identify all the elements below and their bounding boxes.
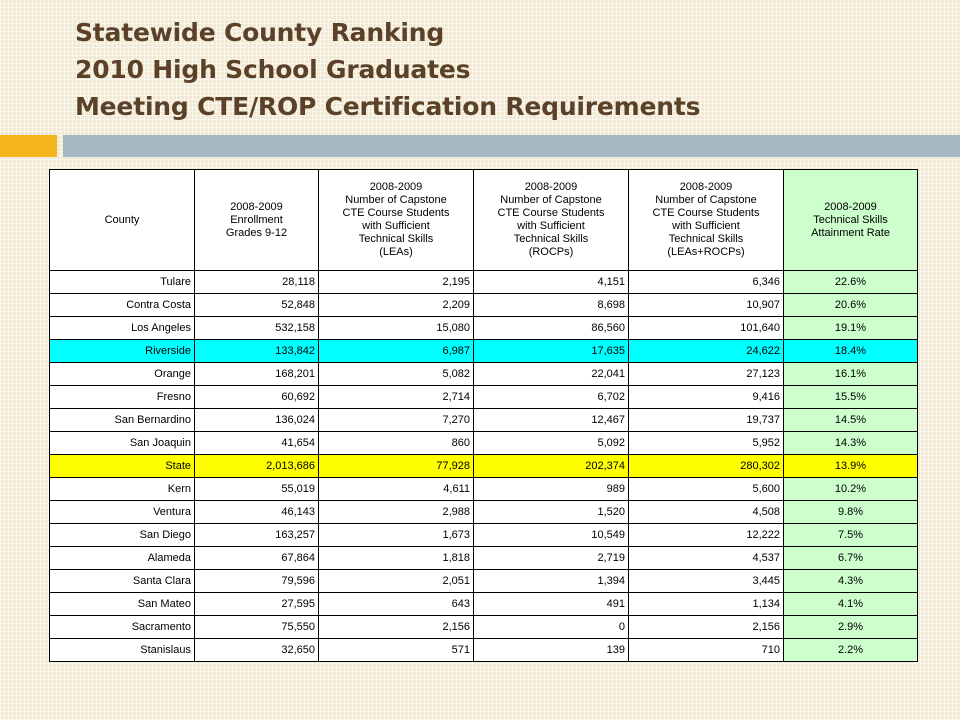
enrollment-cell: 28,118 — [195, 271, 319, 294]
header-line: 2008-2009 — [230, 200, 283, 213]
enrollment-cell: 55,019 — [195, 478, 319, 501]
header-line: (ROCPs) — [528, 246, 574, 258]
header-line: Technical Skills — [513, 233, 589, 245]
table-row — [50, 363, 918, 386]
rate-cell: 6.7% — [784, 547, 918, 570]
enrollment-cell: 46,143 — [195, 501, 319, 524]
enrollment-cell: 133,842 — [195, 340, 319, 363]
rocps-cell: 6,702 — [474, 386, 629, 409]
header-line: with Sufficient — [362, 220, 430, 232]
header-line: CTE Course Students — [652, 207, 760, 219]
leas-cell: 5,082 — [319, 363, 474, 386]
title-line-1: Statewide County Ranking — [75, 18, 445, 47]
rocps-cell: 86,560 — [474, 317, 629, 340]
header-line: with Sufficient — [517, 220, 585, 232]
county-cell: State — [50, 455, 195, 478]
table-row — [50, 547, 918, 570]
table-row — [50, 409, 918, 432]
table-row — [50, 593, 918, 616]
header-line: Number of Capstone — [655, 194, 757, 206]
rocps-cell: 1,394 — [474, 570, 629, 593]
leas-cell: 643 — [319, 593, 474, 616]
rate-header — [784, 170, 918, 271]
header-line: Grades 9-12 — [225, 226, 288, 239]
county-cell: Ventura — [50, 501, 195, 524]
rocps-cell: 12,467 — [474, 409, 629, 432]
ranking-table-container — [49, 169, 918, 662]
rate-cell: 20.6% — [784, 294, 918, 317]
rocps-cell: 10,549 — [474, 524, 629, 547]
rocps-cell: 139 — [474, 639, 629, 662]
total-cell: 280,302 — [629, 455, 784, 478]
total-cell: 2,156 — [629, 616, 784, 639]
leas-cell: 2,195 — [319, 271, 474, 294]
header-line: Technical Skills — [668, 233, 744, 245]
enrollment-cell: 67,864 — [195, 547, 319, 570]
leas-cell: 4,611 — [319, 478, 474, 501]
leas-cell: 860 — [319, 432, 474, 455]
leas-header — [319, 170, 474, 271]
enrollment-cell: 75,550 — [195, 616, 319, 639]
rate-cell: 16.1% — [784, 363, 918, 386]
header-line: 2008-2009 — [524, 181, 578, 193]
county-cell: Tulare — [50, 271, 195, 294]
table-header-row — [50, 170, 918, 271]
total-cell: 6,346 — [629, 271, 784, 294]
header-line: 2008-2009 — [679, 181, 733, 193]
rate-cell: 15.5% — [784, 386, 918, 409]
table-row — [50, 478, 918, 501]
table-row — [50, 271, 918, 294]
enrollment-cell: 27,595 — [195, 593, 319, 616]
header-line: Number of Capstone — [345, 194, 447, 206]
title-line-3: Meeting CTE/ROP Certification Requirements — [75, 92, 701, 121]
enrollment-cell: 168,201 — [195, 363, 319, 386]
header-line: 2008-2009 — [369, 181, 423, 193]
county-ranking-table — [49, 169, 918, 662]
leas-cell: 6,987 — [319, 340, 474, 363]
county-cell: Santa Clara — [50, 570, 195, 593]
total-cell: 5,600 — [629, 478, 784, 501]
rocps-cell: 22,041 — [474, 363, 629, 386]
enrollment-cell: 2,013,686 — [195, 455, 319, 478]
leas-cell: 15,080 — [319, 317, 474, 340]
county-cell: Fresno — [50, 386, 195, 409]
header-line: 2008-2009 — [824, 200, 877, 213]
header-line: County — [104, 213, 140, 226]
county-cell: Orange — [50, 363, 195, 386]
table-row — [50, 340, 918, 363]
total-cell: 24,622 — [629, 340, 784, 363]
header-line: CTE Course Students — [497, 207, 605, 219]
table-row — [50, 294, 918, 317]
leas-cell: 77,928 — [319, 455, 474, 478]
total-cell: 12,222 — [629, 524, 784, 547]
rate-cell: 2.9% — [784, 616, 918, 639]
title-line-2: 2010 High School Graduates — [75, 55, 471, 84]
header-line: Technical Skills — [813, 213, 888, 226]
table-body — [50, 271, 918, 662]
rocps-cell: 0 — [474, 616, 629, 639]
county-cell: San Mateo — [50, 593, 195, 616]
county-cell: Sacramento — [50, 616, 195, 639]
header-line: Number of Capstone — [500, 194, 602, 206]
leas-cell: 7,270 — [319, 409, 474, 432]
rate-cell: 18.4% — [784, 340, 918, 363]
rocps-cell: 491 — [474, 593, 629, 616]
total-cell: 19,737 — [629, 409, 784, 432]
rate-cell: 10.2% — [784, 478, 918, 501]
rocps-header — [474, 170, 629, 271]
county-cell: San Bernardino — [50, 409, 195, 432]
header-line: with Sufficient — [672, 220, 740, 232]
rate-cell: 13.9% — [784, 455, 918, 478]
table-row — [50, 455, 918, 478]
rate-cell: 9.8% — [784, 501, 918, 524]
enrollment-cell: 136,024 — [195, 409, 319, 432]
rocps-cell: 17,635 — [474, 340, 629, 363]
county-cell: Contra Costa — [50, 294, 195, 317]
leas-cell: 2,156 — [319, 616, 474, 639]
header-line: Enrollment — [230, 213, 283, 226]
rocps-cell: 5,092 — [474, 432, 629, 455]
enrollment-cell: 41,654 — [195, 432, 319, 455]
enrollment-cell: 532,158 — [195, 317, 319, 340]
total-cell: 27,123 — [629, 363, 784, 386]
accent-bar-blue — [63, 135, 960, 157]
enrollment-cell: 32,650 — [195, 639, 319, 662]
enrollment-cell: 52,848 — [195, 294, 319, 317]
rate-cell: 4.3% — [784, 570, 918, 593]
table-row — [50, 501, 918, 524]
leas-cell: 2,051 — [319, 570, 474, 593]
total-cell: 5,952 — [629, 432, 784, 455]
table-row — [50, 639, 918, 662]
leas-cell: 571 — [319, 639, 474, 662]
table-row — [50, 432, 918, 455]
rate-cell: 22.6% — [784, 271, 918, 294]
leas-cell: 1,673 — [319, 524, 474, 547]
county-cell: San Joaquin — [50, 432, 195, 455]
rate-cell: 19.1% — [784, 317, 918, 340]
rate-cell: 4.1% — [784, 593, 918, 616]
enrollment-cell: 60,692 — [195, 386, 319, 409]
county-cell: San Diego — [50, 524, 195, 547]
header-line: (LEAs+ROCPs) — [667, 246, 745, 258]
total-cell: 710 — [629, 639, 784, 662]
county-cell: Stanislaus — [50, 639, 195, 662]
rate-cell: 2.2% — [784, 639, 918, 662]
accent-bar-orange — [0, 135, 57, 157]
total-cell: 3,445 — [629, 570, 784, 593]
enrollment-header — [195, 170, 319, 271]
total-cell: 4,508 — [629, 501, 784, 524]
rate-cell: 14.5% — [784, 409, 918, 432]
total-cell: 10,907 — [629, 294, 784, 317]
table-row — [50, 386, 918, 409]
leas-cell: 2,209 — [319, 294, 474, 317]
enrollment-cell: 79,596 — [195, 570, 319, 593]
rocps-cell: 1,520 — [474, 501, 629, 524]
total-header — [629, 170, 784, 271]
county-cell: Riverside — [50, 340, 195, 363]
rate-cell: 14.3% — [784, 432, 918, 455]
total-cell: 1,134 — [629, 593, 784, 616]
rocps-cell: 202,374 — [474, 455, 629, 478]
table-row — [50, 616, 918, 639]
county-cell: Alameda — [50, 547, 195, 570]
total-cell: 101,640 — [629, 317, 784, 340]
rocps-cell: 989 — [474, 478, 629, 501]
rocps-cell: 2,719 — [474, 547, 629, 570]
total-cell: 9,416 — [629, 386, 784, 409]
table-row — [50, 524, 918, 547]
header-line: Technical Skills — [358, 233, 434, 245]
enrollment-cell: 163,257 — [195, 524, 319, 547]
county-header — [50, 170, 195, 271]
header-line: Attainment Rate — [811, 226, 890, 239]
leas-cell: 2,714 — [319, 386, 474, 409]
header-line: CTE Course Students — [342, 207, 450, 219]
county-cell: Los Angeles — [50, 317, 195, 340]
county-cell: Kern — [50, 478, 195, 501]
leas-cell: 1,818 — [319, 547, 474, 570]
slide-title — [75, 14, 935, 125]
table-row — [50, 317, 918, 340]
rate-cell: 7.5% — [784, 524, 918, 547]
total-cell: 4,537 — [629, 547, 784, 570]
rocps-cell: 8,698 — [474, 294, 629, 317]
rocps-cell: 4,151 — [474, 271, 629, 294]
table-row — [50, 570, 918, 593]
header-line: (LEAs) — [379, 246, 413, 258]
leas-cell: 2,988 — [319, 501, 474, 524]
